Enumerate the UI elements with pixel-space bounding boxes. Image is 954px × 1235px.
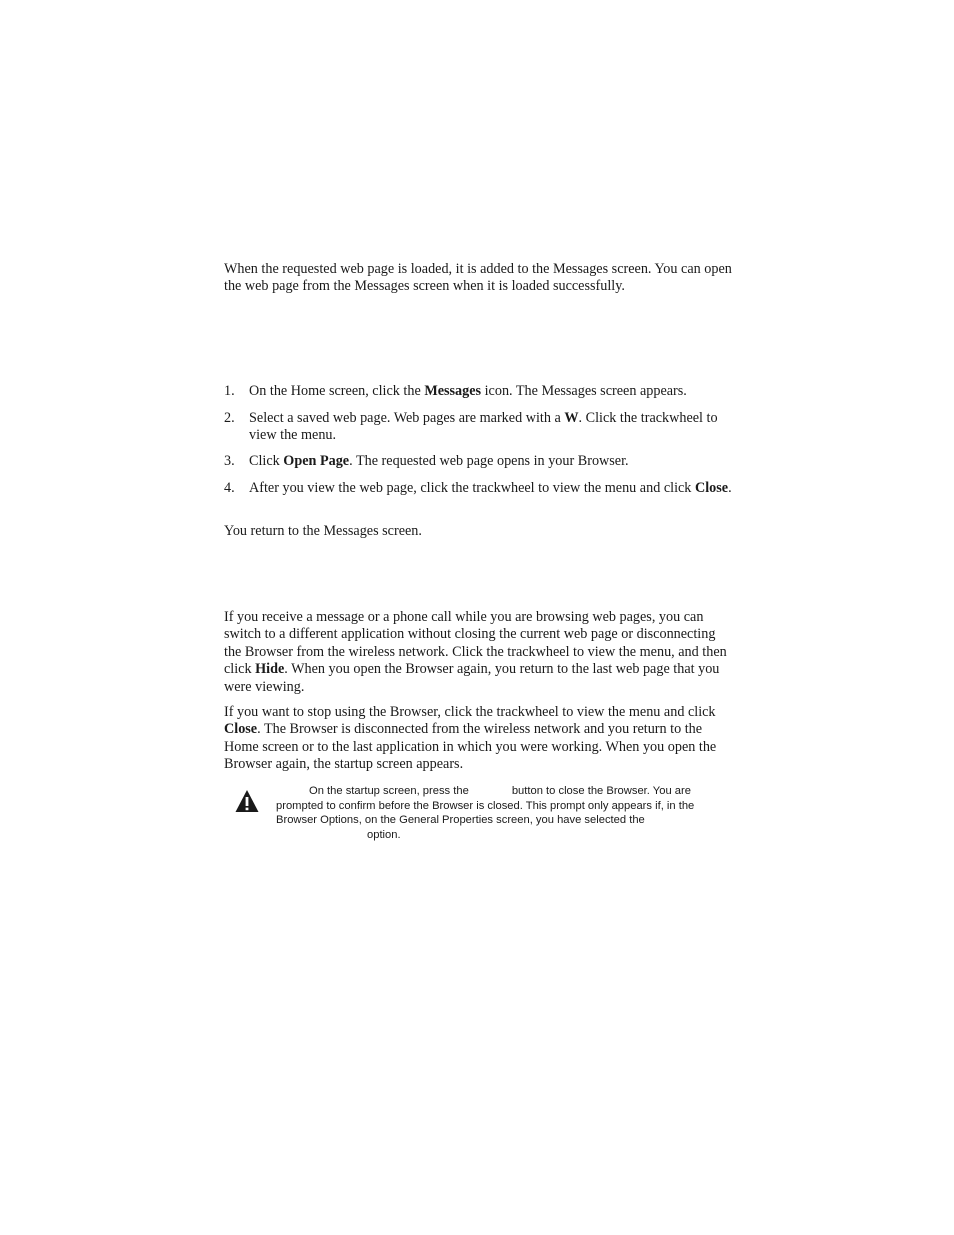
step-number: 4. — [224, 480, 235, 496]
note-text — [276, 784, 726, 843]
intro-paragraph — [224, 261, 734, 296]
step-text: After you view the web page, click the trackwheel to view the menu and click Close. — [249, 480, 732, 496]
intro-text: When the requested web page is loaded, it is added to the Messages screen. You can open the web page from the Messages screen when it is loaded successfully. — [224, 261, 732, 295]
bold-term: Messages — [424, 383, 482, 399]
note-line-4: option. — [367, 829, 401, 842]
note-line-2: prompted to confirm before the Browser is closed. This prompt only appears if, in the — [276, 799, 695, 812]
step-number: 3. — [224, 453, 235, 469]
step-text: Select a saved web page. Web pages are marked with a W. Click the trackwheel to view the menu. — [249, 410, 718, 444]
warning-icon — [235, 789, 259, 813]
step-number: 1. — [224, 383, 235, 399]
note-line-3: Browser Options, on the General Properties screen, you have selected the — [276, 814, 645, 827]
bold-term: Close — [694, 480, 729, 496]
return-text: You return to the Messages screen. — [224, 523, 422, 539]
bold-term: Open Page — [283, 453, 350, 469]
bold-term: W — [564, 410, 579, 426]
bold-term: Close — [224, 721, 258, 738]
switching-paragraph-2: If you want to stop using the Browser, click the trackwheel to view the menu and click Close. The Browser is disconnected from the wireless network and you return to the Home screen or to the last application in which you were working. When you open the Browser again, the startup screen appears. — [224, 704, 717, 773]
return-paragraph — [224, 523, 734, 540]
step-text: On the Home screen, click the Messages icon. The Messages screen appears. — [249, 383, 687, 399]
bold-term: Hide — [255, 661, 285, 678]
step-text: Click Open Page. The requested web page opens in your Browser. — [249, 453, 629, 469]
switching-paragraph-1: If you receive a message or a phone call while you are browsing web pages, you can switch to a different application without closing the current web page or disconnecting the Browser from the wireless network. Click the trackwheel to view the menu, and then click Hide. When you open the Browser again, you return to the last web page that you were viewing. — [224, 609, 727, 695]
note-line-1: On the startup screen, press the button to close the Browser. You are — [309, 785, 691, 797]
step-number: 2. — [224, 410, 235, 426]
